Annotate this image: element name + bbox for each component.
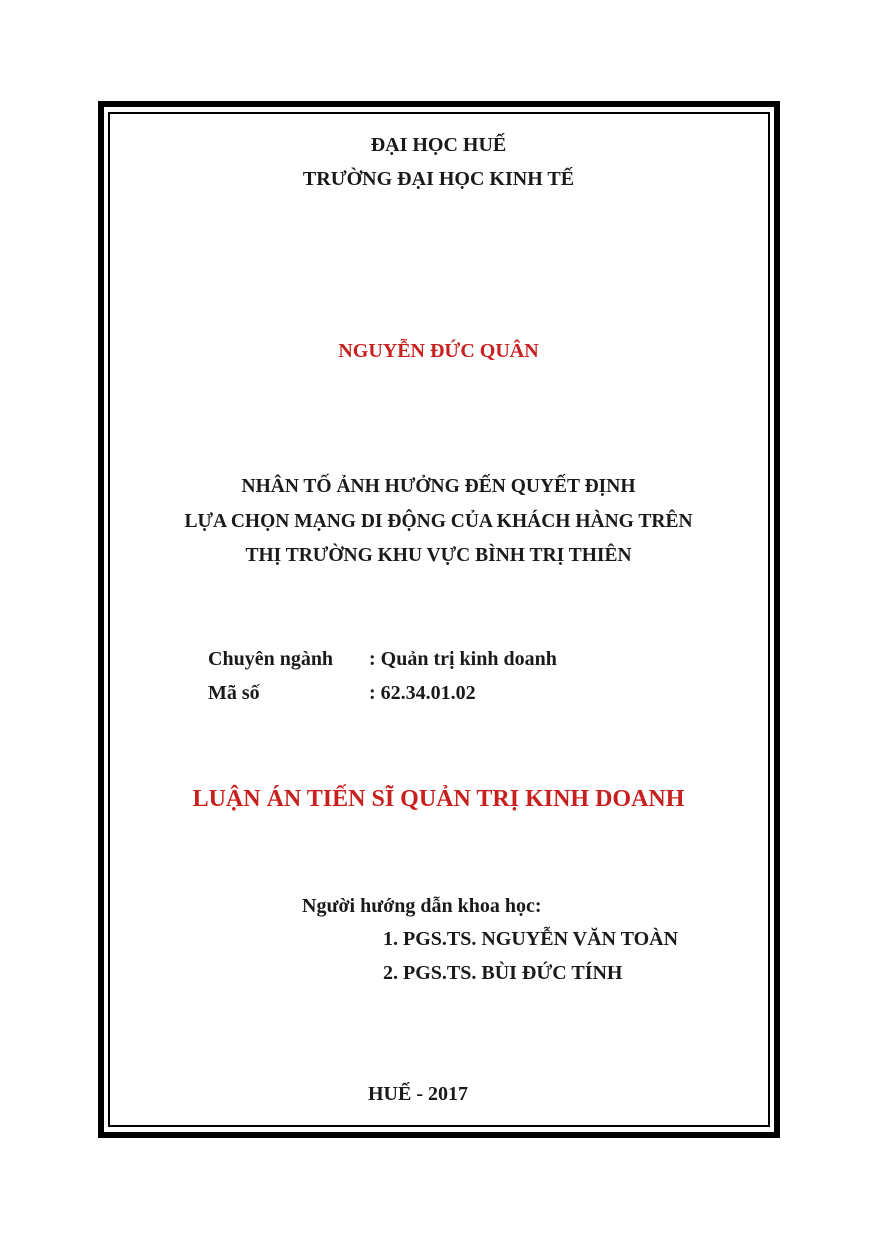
school-name: TRƯỜNG ĐẠI HỌC KINH TẾ	[302, 168, 575, 190]
specialization-value: : Quản trị kinh doanh	[369, 648, 557, 670]
thesis-title-line-1: NHÂN TỐ ẢNH HƯỞNG ĐẾN QUYẾT ĐỊNH	[241, 476, 636, 497]
specialization-label: Chuyên ngành	[208, 648, 334, 670]
university-name: ĐẠI HỌC HUẾ	[370, 134, 507, 156]
code-value: : 62.34.01.02	[369, 682, 476, 704]
code-label: Mã số	[208, 682, 260, 704]
place-year: HUẾ - 2017	[368, 1083, 468, 1105]
degree-title: LUẬN ÁN TIẾN SĨ QUẢN TRỊ KINH DOANH	[192, 786, 685, 812]
thesis-title-line-2: LỰA CHỌN MẠNG DI ĐỘNG CỦA KHÁCH HÀNG TRÊN	[184, 511, 693, 532]
thesis-title-line-3: THỊ TRƯỜNG KHU VỰC BÌNH TRỊ THIÊN	[245, 545, 632, 566]
author-name: NGUYỄN ĐỨC QUÂN	[338, 340, 539, 362]
supervisor-item: 1. PGS.TS. NGUYỄN VĂN TOÀN	[383, 928, 679, 950]
supervisor-item: 2. PGS.TS. BÙI ĐỨC TÍNH	[383, 962, 623, 984]
supervisor-label: Người hướng dẫn khoa học:	[302, 895, 542, 917]
